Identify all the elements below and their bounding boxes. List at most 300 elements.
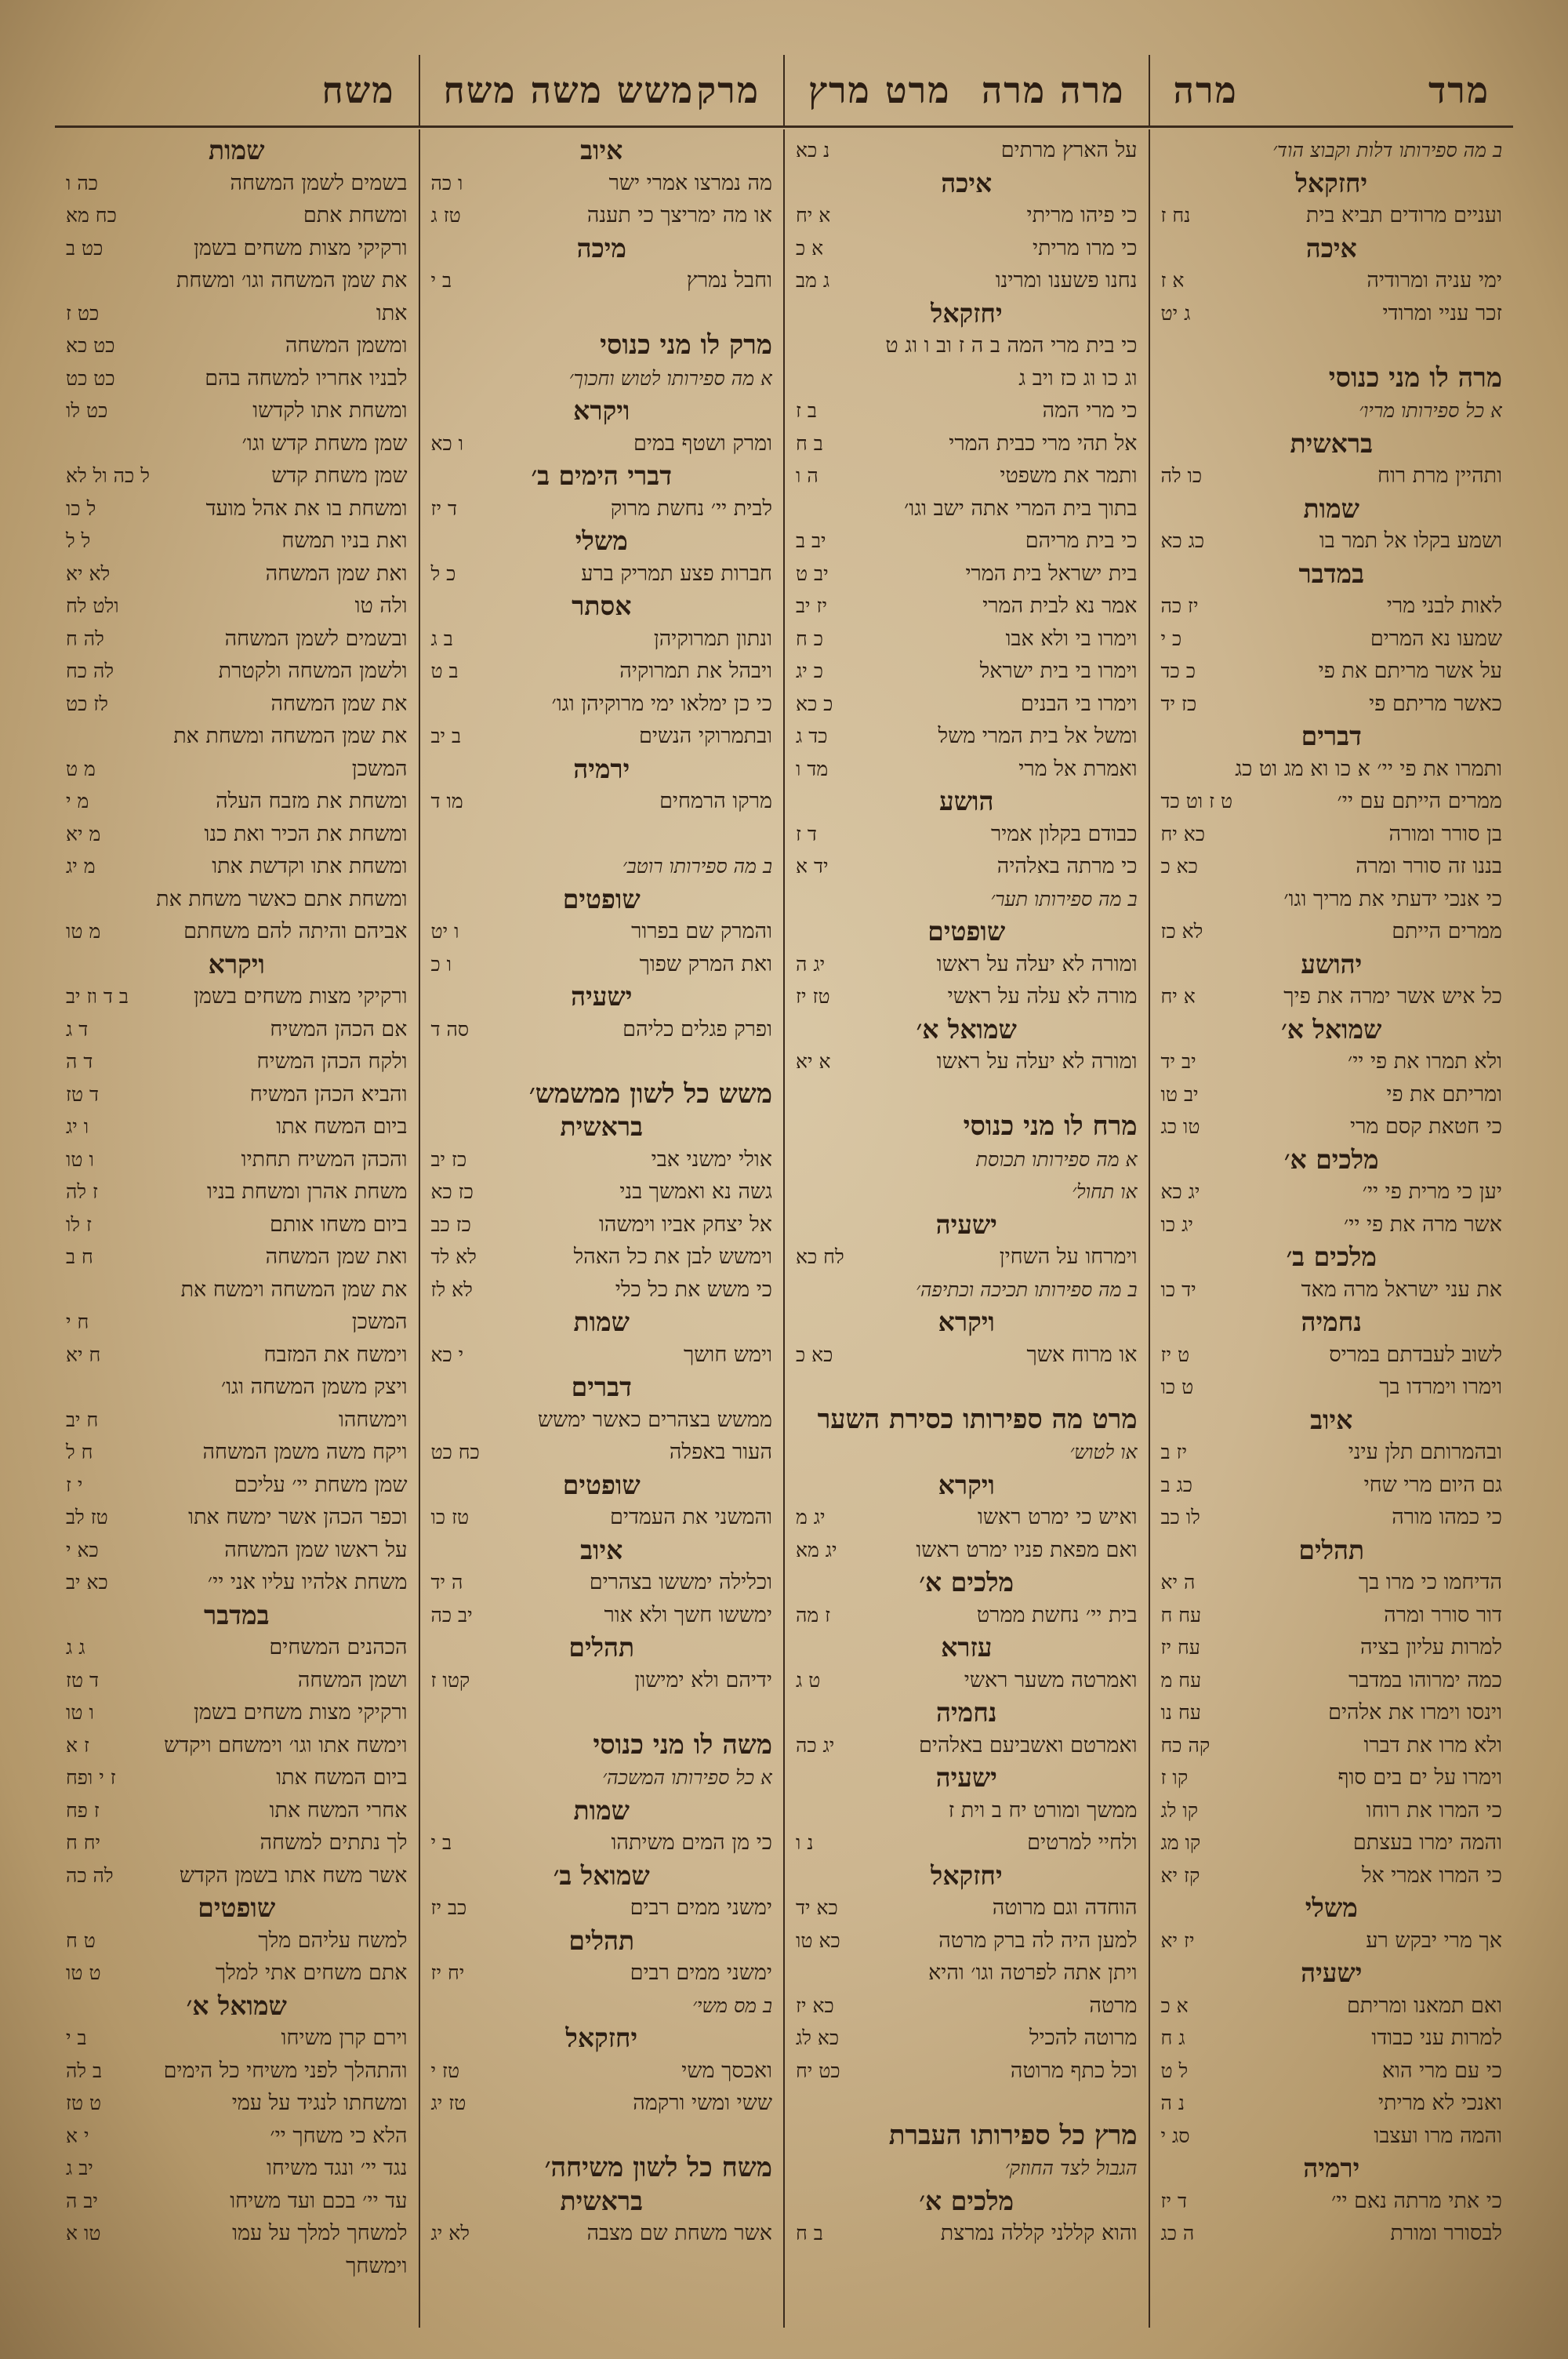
line-text: כי המרו את רוחו	[1366, 1797, 1502, 1823]
line-text: בראשית	[1290, 427, 1373, 459]
verse-line	[431, 1143, 773, 1176]
verse-line	[66, 785, 408, 818]
line-text: את שמן המשחה ומשחת את	[173, 724, 408, 748]
verse-line	[431, 2217, 773, 2250]
verse-line	[1161, 785, 1503, 818]
line-text: א כל ספירותו מריו׳	[1359, 399, 1502, 422]
header-word-left: מרה	[1173, 69, 1238, 111]
line-text: שמעו נא המרים	[1370, 626, 1502, 651]
verse-reference: עח יז	[1160, 1636, 1200, 1659]
verse-reference: א יח	[796, 204, 831, 227]
verse-line	[431, 558, 773, 591]
verse-reference: ב יב	[430, 725, 462, 747]
verse-line	[796, 460, 1138, 493]
verse-line	[1161, 1209, 1503, 1241]
line-text: והמרק שם בפרור	[631, 919, 772, 943]
verse-reference: ה ו	[796, 464, 818, 487]
line-text: לבית יי׳ נחשת מרוק	[610, 496, 772, 521]
line-text: כי חטאת קסם מרי	[1350, 1114, 1502, 1139]
verse-reference: עח נו	[1160, 1701, 1201, 1724]
verse-line	[1161, 1436, 1503, 1469]
line-text: כבודם בקלון אמיר	[990, 821, 1138, 846]
verse-reference: יד א	[796, 855, 829, 878]
verse-reference	[66, 1371, 77, 1404]
verse-line	[66, 1176, 408, 1209]
verse-reference: ג מב	[796, 269, 830, 292]
verse-reference	[431, 818, 442, 851]
line-text: המשכן	[351, 1310, 408, 1334]
verse-line	[1161, 134, 1503, 167]
line-text: משחת אהרן ומשחת בניו	[207, 1180, 408, 1204]
verse-reference: ט כו	[1160, 1376, 1194, 1398]
verse-reference: יג מ	[796, 1506, 826, 1528]
verse-reference	[582, 1729, 593, 1762]
line-text: שמואל א׳	[186, 1990, 287, 2021]
line-text: במדבר	[204, 1599, 270, 1630]
verse-line	[431, 493, 773, 525]
verse-reference: ה כג	[1160, 2222, 1195, 2245]
book-heading	[431, 2022, 773, 2055]
verse-line	[66, 1404, 408, 1437]
verse-reference: טז לב	[66, 1506, 108, 1528]
verse-line	[796, 1826, 1138, 1859]
line-text: למשח עליהם מלך	[258, 1928, 408, 1953]
verse-reference: ז י ופח	[66, 1766, 116, 1789]
line-text: ואנכי לא מריתי	[1377, 2091, 1502, 2115]
verse-line	[796, 134, 1138, 167]
verse-reference	[431, 1990, 442, 2023]
book-heading	[796, 297, 1138, 330]
line-text: כמה ימרוהו במדבר	[1348, 1667, 1502, 1692]
line-text: ובשמים לשמן המשחה	[224, 626, 408, 651]
line-text: ומשחת אתו וקדשת אתו	[212, 854, 408, 878]
line-text: א מה ספירותו תכוסת	[975, 1147, 1138, 1171]
verse-line	[66, 1013, 408, 1046]
verse-reference	[796, 1794, 807, 1827]
line-text: ימשני ממים רבים	[630, 1896, 772, 1920]
line-text: וכלילה ימששו בצהרים	[589, 1570, 772, 1594]
line-text: אתם משחים אתי למלך	[215, 1961, 408, 1985]
verse-reference: ל ל	[66, 529, 91, 552]
verse-reference: כה ו	[66, 171, 98, 194]
verse-line	[796, 1794, 1138, 1827]
verse-reference: יז ב	[1160, 1441, 1188, 1463]
line-text: גשה נא ואמשך בני	[619, 1180, 772, 1204]
verse-line	[66, 1209, 408, 1241]
line-text: וימרו על ים בים סוף	[1338, 1765, 1502, 1790]
verse-reference: כט לו	[66, 399, 108, 422]
book-heading	[431, 753, 773, 786]
verse-line	[431, 362, 773, 395]
verse-line	[796, 2022, 1138, 2055]
verse-reference: יג כא	[1160, 1180, 1200, 1203]
line-text: תהלים	[568, 1632, 635, 1663]
root-entry-heading	[796, 1110, 1138, 1143]
verse-line	[431, 915, 773, 948]
line-text: ויקרא	[208, 948, 265, 980]
verse-reference: ט ח	[66, 1928, 96, 1952]
line-text: דברים	[571, 1372, 632, 1402]
verse-reference: מו ד	[430, 790, 463, 812]
book-heading	[796, 2185, 1138, 2218]
verse-reference: ח י	[66, 1310, 89, 1333]
verse-line	[66, 883, 408, 916]
verse-reference: מ יא	[66, 822, 101, 845]
verse-reference: יג כו	[1160, 1212, 1193, 1236]
verse-line	[66, 2120, 408, 2153]
verse-reference: לא יג	[430, 2222, 470, 2245]
verse-reference: ו טו	[66, 1147, 94, 1171]
verse-reference: כד ג	[796, 725, 828, 747]
verse-line	[66, 1274, 408, 1307]
line-text: ופרק פגלים כליהם	[622, 1016, 772, 1041]
verse-reference: מ יג	[66, 855, 96, 878]
line-text: אביהם והיתה להם משחתם	[183, 919, 408, 943]
line-text: הושע	[939, 786, 994, 816]
line-text: א כל ספירותו המשכה׳	[602, 1766, 772, 1789]
line-text: ששי ומשי ורקמה	[633, 2091, 772, 2115]
verse-line	[796, 1599, 1138, 1632]
line-text: ישעיה	[1301, 1957, 1363, 1988]
verse-line	[431, 1664, 773, 1697]
verse-reference: כט כא	[66, 334, 115, 357]
verse-reference: ד ה	[66, 1050, 93, 1073]
line-text: משח כל לשון משיחה׳	[544, 2152, 772, 2183]
book-heading	[431, 1794, 773, 1827]
line-text: ב מה ספירותו רוטב׳	[622, 855, 772, 878]
line-text: ביום משחו אותם	[270, 1212, 408, 1237]
verse-line	[1161, 1469, 1503, 1502]
line-text: והמה ימרו בעצתם	[1352, 1830, 1502, 1855]
line-text: עד יי׳ בכם ועד משיחו	[230, 2188, 408, 2213]
verse-reference: יב ה	[66, 2189, 98, 2212]
line-text: הכהנים המשחים	[269, 1635, 408, 1659]
concordance-column-3	[419, 129, 784, 2328]
line-text: כי בית מרי המה ב ה ז וב ו וג ט	[885, 333, 1138, 358]
line-text: שמואל א׳	[916, 1013, 1017, 1045]
verse-reference: קו מג	[1160, 1831, 1201, 1854]
line-text: שמות	[1303, 493, 1359, 524]
verse-reference	[66, 883, 77, 916]
verse-reference: כ כד	[1160, 660, 1196, 682]
verse-reference	[1161, 394, 1172, 427]
verse-line	[66, 590, 408, 623]
line-text: ומשחת אתם	[303, 203, 408, 227]
line-text: העור באפלה	[669, 1440, 772, 1464]
line-text: עזרא	[941, 1632, 993, 1663]
line-text: מרץ כל ספירותו העברת	[888, 2119, 1138, 2151]
verse-line	[431, 1013, 773, 1046]
verse-line	[796, 232, 1138, 265]
line-text: כי מרי המה	[1042, 398, 1138, 423]
verse-reference: טז יז	[796, 985, 830, 1008]
line-text: ואת בניו תמשח	[281, 529, 408, 553]
line-text: אם הכהן המשיח	[270, 1016, 408, 1041]
verse-reference: נ ה	[1160, 2092, 1185, 2114]
line-text: כי אתי מרתה נאם יי׳	[1331, 2188, 1502, 2213]
book-heading	[431, 1859, 773, 1892]
verse-reference	[66, 2250, 77, 2283]
book-heading	[796, 1631, 1138, 1664]
book-heading	[796, 1566, 1138, 1599]
line-text: שופטים	[562, 1469, 641, 1500]
line-text: ואיש כי ימרט ראשו	[978, 1505, 1138, 1529]
verse-line	[796, 883, 1138, 916]
verse-reference: טו א	[66, 2222, 101, 2245]
line-text: ומרק ושטף במים	[633, 431, 772, 456]
verse-line	[66, 264, 408, 297]
verse-reference: ו כ	[430, 952, 452, 976]
book-heading	[431, 134, 773, 167]
verse-line	[66, 297, 408, 330]
book-heading	[431, 883, 773, 916]
verse-reference: י כא	[430, 1343, 464, 1366]
verse-line	[66, 2250, 408, 2283]
verse-reference: ח ל	[66, 1441, 93, 1463]
verse-line	[1161, 1599, 1503, 1632]
verse-line	[1161, 2217, 1503, 2250]
book-heading	[796, 167, 1138, 200]
verse-reference	[431, 297, 442, 330]
line-text: או לטוש׳	[1069, 1441, 1138, 1463]
line-text: בן סורר ומורה	[1388, 821, 1502, 846]
line-text: כי כמהו מורה	[1392, 1505, 1502, 1529]
line-text: ממרים הייתם	[1392, 919, 1502, 943]
verse-line	[796, 1143, 1138, 1176]
verse-line	[431, 1990, 773, 2023]
verse-reference	[431, 362, 442, 395]
verse-line	[66, 1957, 408, 1990]
verse-line	[66, 394, 408, 427]
verse-line	[431, 688, 773, 721]
line-text: איכה	[1305, 232, 1357, 264]
verse-line	[1161, 2055, 1503, 2088]
verse-line	[796, 720, 1138, 753]
line-text: יחזקאל	[1295, 167, 1368, 198]
line-text: ומשחת אתם כאשר משחת את	[156, 886, 408, 911]
verse-reference: יז יא	[1160, 1928, 1195, 1952]
verse-line	[796, 493, 1138, 525]
verse-line	[66, 2185, 408, 2218]
line-text: וימרו בי בית ישראל	[979, 659, 1138, 683]
verse-reference: יב ב	[796, 529, 826, 552]
verse-reference: ח ב	[66, 1245, 93, 1268]
line-text: משש כל לשון ממשמש׳	[528, 1078, 772, 1110]
verse-reference: א כ	[796, 236, 824, 260]
line-text: יחזקאל	[565, 2023, 638, 2053]
verse-reference	[66, 720, 77, 753]
line-text: ירמיה	[573, 753, 630, 784]
verse-reference	[589, 329, 600, 362]
verse-line	[1161, 1274, 1503, 1307]
root-entry-heading	[431, 2152, 773, 2185]
line-text: על הארץ מרתים	[1000, 138, 1138, 162]
line-text: משה לו מני כנוסי	[593, 1728, 772, 1761]
verse-reference: ט ז וט כד	[1160, 790, 1233, 812]
verse-line	[66, 1925, 408, 1957]
verse-line	[66, 720, 408, 753]
verse-line	[796, 2217, 1138, 2250]
line-text: ומשחת אתו לקדשו	[252, 398, 408, 423]
verse-reference: ה יא	[1160, 1571, 1196, 1594]
verse-line	[66, 1371, 408, 1404]
verse-reference	[796, 1176, 807, 1209]
verse-line	[66, 1826, 408, 1859]
verse-reference: כא לג	[796, 2026, 840, 2049]
line-text: שמן משחת קדש	[271, 463, 408, 488]
line-text: הוחדה וגם מרוטה	[992, 1896, 1138, 1920]
line-text: נחנו פשענו ומרינו	[995, 268, 1138, 293]
concordance-column-4	[55, 129, 419, 2328]
verse-line	[796, 1664, 1138, 1697]
verse-line	[1161, 1339, 1503, 1372]
verse-reference: מ טו	[66, 920, 101, 943]
book-heading	[431, 1469, 773, 1502]
line-text: ואמרת אל מרי	[1018, 756, 1138, 781]
verse-reference: מ ט	[66, 757, 96, 780]
line-text: מרט מה ספירותו כסירת השער	[817, 1403, 1138, 1435]
line-text: ולקח הכהן המשיח	[256, 1049, 408, 1074]
verse-reference: ב ח	[796, 2222, 823, 2245]
line-text: שופטים	[198, 1892, 276, 1923]
book-heading	[796, 1859, 1138, 1892]
verse-reference: ז פח	[66, 1798, 100, 1822]
book-heading	[1161, 558, 1503, 591]
line-text: ויקרא	[573, 395, 630, 426]
verse-line	[66, 1696, 408, 1729]
line-text: איוב	[580, 1534, 623, 1565]
book-heading	[1161, 1241, 1503, 1274]
line-text: כי אנכי ידעתי את מריך וגו׳	[1283, 886, 1502, 911]
verse-line	[66, 2022, 408, 2055]
line-text: כי עם מרי הוא	[1381, 2058, 1502, 2083]
book-heading	[1161, 493, 1503, 525]
verse-reference: ו יט	[430, 920, 459, 943]
verse-reference: ב ד וז יב	[66, 985, 129, 1008]
verse-line	[1161, 980, 1503, 1013]
verse-line	[431, 720, 773, 753]
line-text: ממרים הייתם עם יי׳	[1337, 789, 1502, 813]
verse-line	[1161, 199, 1503, 232]
verse-line	[1161, 1696, 1503, 1729]
line-text: ידיהם ולא ימישון	[634, 1667, 772, 1692]
line-text: אשר משח אתו בשמן הקדש	[179, 1863, 408, 1888]
verse-reference: סג י	[1160, 2124, 1190, 2147]
book-heading	[1161, 2152, 1503, 2185]
verse-reference	[431, 1696, 442, 1729]
verse-line	[1161, 688, 1503, 721]
root-entry-heading	[796, 1404, 1138, 1437]
verse-line	[796, 1729, 1138, 1762]
line-text: ואמרטם ואשביעם באלהים	[919, 1732, 1138, 1757]
line-text: אשר משחת שם מצבה	[586, 2221, 772, 2245]
verse-line	[1161, 623, 1503, 656]
line-text: ב מה ספירותו תער׳	[990, 887, 1138, 911]
verse-reference	[796, 2152, 807, 2185]
line-text: וחבל נמרץ	[686, 268, 772, 293]
column-header-4	[55, 55, 419, 125]
line-text: שמואל א׳	[1281, 1013, 1382, 1045]
verse-line	[66, 1241, 408, 1274]
column-header-1	[1149, 55, 1514, 125]
line-text: ימששו חשך ולא אור	[604, 1602, 772, 1627]
verse-line	[796, 753, 1138, 786]
verse-reference: יז כה	[1160, 594, 1199, 617]
verse-line	[796, 199, 1138, 232]
line-text: א מה ספירותו לטוש וחכוך׳	[568, 366, 772, 390]
verse-line	[66, 2055, 408, 2088]
verse-reference: לא כז	[1160, 920, 1203, 943]
verse-line	[66, 1761, 408, 1794]
verse-line	[1161, 1859, 1503, 1892]
line-text: וימשחהו	[338, 1407, 408, 1432]
line-text: משלי	[1305, 1892, 1358, 1923]
verse-line	[66, 558, 408, 591]
line-text: ובהמרותם תלן עיני	[1348, 1440, 1502, 1464]
verse-line	[66, 525, 408, 558]
verse-line	[796, 427, 1138, 460]
line-text: לך נתתים למשחה	[260, 1830, 408, 1855]
line-text: כי כן ימלאו ימי מרוקיהן וגו׳	[551, 691, 772, 716]
verse-reference: ג ג	[66, 1636, 85, 1659]
line-text: בשמים לשמן המשחה	[230, 170, 408, 195]
verse-line	[1161, 1631, 1503, 1664]
verse-reference	[953, 1110, 964, 1143]
line-text: כל איש אשר ימרה את פיך	[1283, 984, 1502, 1009]
verse-line	[796, 1501, 1138, 1534]
line-text: גם היום מרי שחי	[1363, 1472, 1502, 1497]
book-heading	[431, 1631, 773, 1664]
verse-line	[1161, 850, 1503, 883]
line-text: ותמרו את פי יי׳ א כו וא מג וט כג	[1235, 756, 1502, 781]
verse-line	[66, 1631, 408, 1664]
verse-line	[431, 2120, 773, 2153]
verse-line	[796, 688, 1138, 721]
book-heading	[431, 2185, 773, 2218]
line-text: ב מה ספירותו תכיכה וכתיפה׳	[916, 1278, 1138, 1301]
verse-reference: יח ח	[66, 1831, 101, 1854]
verse-line	[1161, 1371, 1503, 1404]
line-text: בננו זה סורר ומרה	[1356, 854, 1502, 878]
verse-line	[1161, 590, 1503, 623]
verse-reference	[1161, 753, 1172, 786]
verse-line	[431, 1501, 773, 1534]
line-text: מרק לו מני כנוסי	[600, 329, 772, 361]
verse-reference	[807, 1404, 818, 1437]
line-text: או מה ימריצך כי תענה	[586, 203, 772, 227]
line-text: הגבול לצד החוזק׳	[1004, 2157, 1138, 2179]
line-text: מיכה	[576, 232, 626, 264]
verse-line	[66, 623, 408, 656]
verse-line	[66, 1501, 408, 1534]
verse-line	[431, 1339, 773, 1372]
verse-reference: כז כב	[430, 1212, 471, 1236]
line-text: ויקח משה משמן המשחה	[202, 1440, 408, 1464]
verse-reference: כא כ	[796, 1343, 833, 1366]
verse-line	[431, 948, 773, 981]
line-text: מלכים א׳	[1283, 1143, 1379, 1175]
verse-reference: מ י	[66, 790, 89, 812]
verse-reference: מד ו	[796, 757, 829, 780]
book-heading	[796, 1761, 1138, 1794]
verse-reference: כא י	[66, 1538, 99, 1561]
verse-line	[1161, 883, 1503, 916]
verse-reference	[431, 1045, 442, 1078]
verse-line	[66, 460, 408, 493]
verse-reference: ט טו	[66, 1961, 101, 1984]
concordance-column-2	[783, 129, 1149, 2328]
verse-line	[66, 2217, 408, 2250]
